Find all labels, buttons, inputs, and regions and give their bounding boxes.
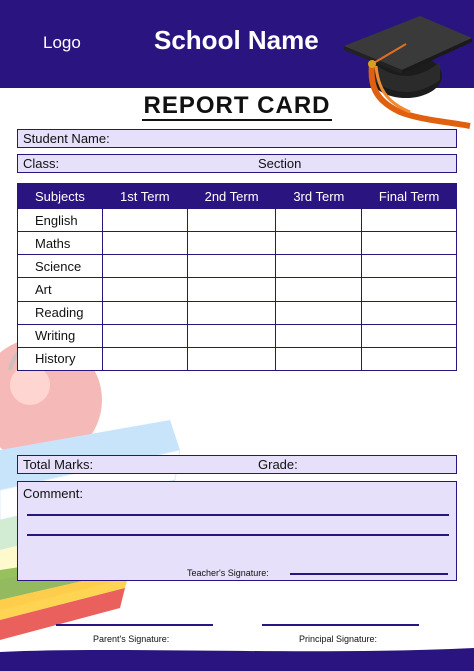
grade-cell[interactable] (187, 347, 276, 370)
grade-cell[interactable] (276, 232, 362, 255)
grade-cell[interactable] (362, 209, 457, 232)
grade-cell[interactable] (276, 255, 362, 278)
table-row (18, 255, 457, 278)
student-name-label: Student Name: (23, 131, 110, 146)
subject-cell: English (18, 209, 103, 232)
grade-cell[interactable] (276, 347, 362, 370)
header-2nd-term: 2nd Term (187, 184, 276, 209)
page-title: REPORT CARD (143, 92, 331, 119)
header-final-term: Final Term (362, 184, 457, 209)
grade-cell[interactable] (102, 278, 187, 301)
table-row (18, 278, 457, 301)
total-marks-label: Total Marks: (23, 457, 94, 472)
header-1st-term: 1st Term (102, 184, 187, 209)
grade-cell[interactable] (102, 324, 187, 347)
principal-signature-line (262, 624, 419, 626)
section-label: Section (258, 156, 302, 171)
grade-cell[interactable] (187, 278, 276, 301)
grade-cell[interactable] (187, 209, 276, 232)
grade-cell[interactable] (276, 209, 362, 232)
comment-line (27, 534, 449, 536)
grade-cell[interactable] (276, 324, 362, 347)
subject-cell: History (18, 347, 103, 370)
grade-cell[interactable] (102, 347, 187, 370)
grade-cell[interactable] (362, 347, 457, 370)
grade-cell[interactable] (187, 255, 276, 278)
table-header-row (18, 184, 457, 209)
grade-cell[interactable] (362, 255, 457, 278)
grade-cell[interactable] (187, 324, 276, 347)
school-name: School Name (154, 25, 319, 55)
total-marks-field[interactable] (17, 455, 457, 474)
parent-signature-line (56, 624, 213, 626)
comment-label: Comment: (23, 486, 83, 501)
grade-cell[interactable] (102, 301, 187, 324)
subject-cell: Reading (18, 301, 103, 324)
teacher-signature-label: Teacher's Signature: (187, 568, 269, 578)
grade-cell[interactable] (362, 278, 457, 301)
comment-box[interactable] (17, 481, 457, 581)
teacher-signature-line (290, 573, 448, 575)
class-label: Class: (23, 156, 60, 171)
subject-cell: Writing (18, 324, 103, 347)
grade-cell[interactable] (362, 232, 457, 255)
grade-cell[interactable] (187, 232, 276, 255)
grade-cell[interactable] (362, 301, 457, 324)
header-3rd-term: 3rd Term (276, 184, 362, 209)
subject-cell: Science (18, 255, 103, 278)
grade-cell[interactable] (102, 255, 187, 278)
comment-line (27, 514, 449, 516)
grade-cell[interactable] (187, 301, 276, 324)
header-subjects: Subjects (18, 184, 103, 209)
grade-cell[interactable] (276, 278, 362, 301)
subject-cell: Maths (18, 232, 103, 255)
table-row (18, 324, 457, 347)
table-row (18, 209, 457, 232)
table-row (18, 301, 457, 324)
grade-cell[interactable] (102, 209, 187, 232)
grade-cell[interactable] (362, 324, 457, 347)
table-row (18, 347, 457, 370)
footer-wave (0, 646, 474, 671)
grades-table (17, 183, 457, 371)
grade-label: Grade: (258, 457, 298, 472)
parent-signature-label: Parent's Signature: (93, 634, 170, 644)
grade-cell[interactable] (276, 301, 362, 324)
logo: Logo (43, 33, 81, 52)
principal-signature-label: Principal Signature: (299, 634, 378, 644)
student-name-field[interactable] (17, 129, 457, 148)
class-field[interactable] (17, 154, 457, 173)
table-row (18, 232, 457, 255)
grade-cell[interactable] (102, 232, 187, 255)
subject-cell: Art (18, 278, 103, 301)
